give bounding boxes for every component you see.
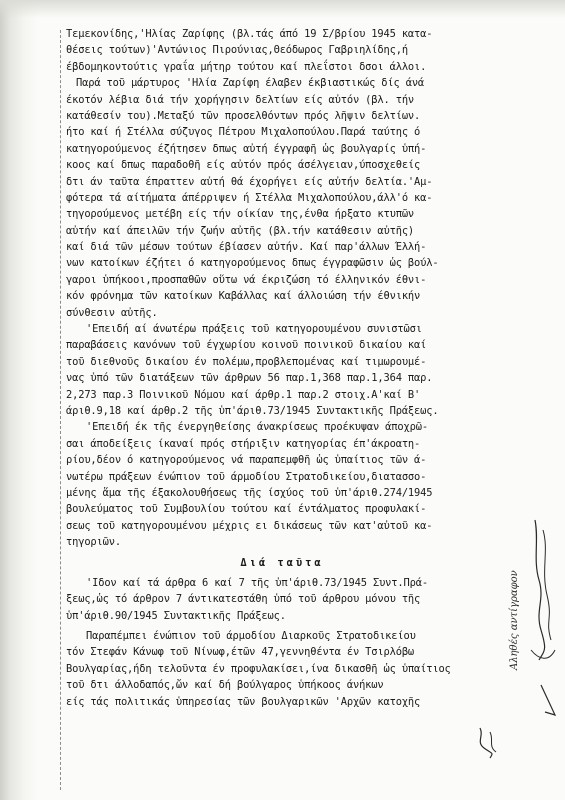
text-line: νωτέρω πράξεων ένώπιον τοῦ άρμοδίου Στρατοδικείου,διατασσο- <box>66 470 427 483</box>
text-line: θέσεις τούτων)'Αντώνιος Πιρούνιας,Θεόδωρος Γαβριηλίδης,ή <box>66 44 408 57</box>
scan-shadow-left <box>0 0 38 800</box>
margin-annotation <box>505 500 561 760</box>
text-line: τοῦ δτι άλλοδαπός,ὤν καί δή βούλγαρος ὑπήκοος άνήκων <box>66 679 384 692</box>
text-line: γαροι ὑπήκοοι,προσπαθῶν οὕτω νά έκριζώση τό έλληνικόν έθνι- <box>66 273 427 286</box>
text-line: ρίου,δέον ό κατηγορούμενος νά παραπεμφθῆ ὡς ὑπαίτιος τῶν ά- <box>66 454 427 467</box>
text-line: 'Ιδον καί τά άρθρα 6 καί 7 τῆς ὑπ'άριθ.73/1945 Συντ.Πρά- <box>86 576 428 589</box>
text-line: νων κατοίκων έζήτει ό κατηγορούμενος δπως έγγραφῶσιν ὡς βούλ- <box>66 257 439 270</box>
text-line: κόν φρόνημα τῶν κατοίκων Καβάλλας καί άλλοιώση τήν έθνικήν <box>66 290 421 303</box>
text-line: ὑπ'άριθ.90/1945 Συντακτικῆς Πράξεως. <box>66 609 286 622</box>
margin-rule <box>60 30 61 790</box>
text-line: τοῦ διεθνοῦς δικαίου έν πολέμω,προβλεπομένας καί τιμωρουμέ- <box>66 355 427 368</box>
text-line: Βουλγαρίας,ήδη τελοῦντα έν προφυλακίσει,ίνα δικασθῆ ὡς ὑπαίτιος <box>66 662 451 675</box>
section-heading: Διά ταῦτα <box>240 556 324 569</box>
signature-icon <box>505 500 561 760</box>
text-line: Τεμεκονίδης,'Ηλίας Ζαρίφης (βλ.τάς άπό 19 Σ/βρίου 1945 κατα- <box>66 28 433 40</box>
handwritten-note: Αληθές αντίγραφον <box>509 570 520 670</box>
text-line: είς τάς πολιτικάς ὑπηρεσίας τῶν βουλγαρικῶν 'Αρχῶν κατοχῆς <box>66 695 421 708</box>
text-line: κατηγορούμενος έζήτησεν δπως αὐτή έγγραφῆ ὡς βουλγαρίς ὑπή- <box>66 142 427 155</box>
typed-text-block <box>66 26 498 710</box>
text-line: ήτο καί ή Στέλλα σύζυγος Πέτρου Μιχαλοπούλου.Παρά ταύτης ό <box>66 126 421 139</box>
text-line: παραβάσεις κανόνων τοῦ έγχωρίου κοινοῦ ποινικοῦ δικαίου καί <box>66 339 427 352</box>
text-line: τόν Στεφάν Κάνωφ τοῦ Νίνωφ,έτῶν 47,γεννηθέντα έν Τσιρλόβω <box>66 646 415 659</box>
text-line: τηγοριῶν. <box>66 536 121 549</box>
text-line: Παραπέμπει ένώπιον τοῦ άρμοδίου Διαρκοῦς Στρατοδικείου <box>86 630 416 643</box>
text-line: έκοτόν λέβια διά τήν χορήγησιν δελτίων είς αὐτόν (βλ. τήν <box>66 93 415 106</box>
text-line: φότερα τά αίτήματα άπέρριψεν ή Στέλλα Μιχαλοπούλου,άλλ'ό κα- <box>66 191 433 204</box>
text-line: άριθ.9,18 καί άρθρ.2 τῆς ὑπ'άριθ.73/1945 Συντακτικῆς Πράξεως. <box>66 404 439 417</box>
text-line: ξεως,ὡς τό άρθρον 7 άντικατεστάθη ὑπό τοῦ άρθρου μόνου τῆς <box>66 593 421 606</box>
text-line: μένης ἅμα τῆς έξακολουθήσεως τῆς ίσχύος τοῦ ὑπ'άριθ.274/1945 <box>66 486 433 499</box>
text-line: αὐτήν καί άπειλῶν τήν ζωήν αὐτῆς (βλ.τήν κατάθεσιν αὐτῆς) <box>66 224 415 237</box>
text-line: δτι άν ταῦτα έπραττεν αὐτή θά έχορήγει είς αὐτήν δελτία.'Αμ- <box>66 175 433 188</box>
text-line: έβδομηκοντούτις γραΐα μήτηρ τούτου καί πλεΐστοι δσοι άλλοι. <box>66 60 427 73</box>
text-line: 'Επειδή αί άνωτέρω πράξεις τοῦ κατηγορουμένου συνιστῶσι <box>86 323 422 336</box>
text-line: σαι άποδείξεις ίκαναί πρός στήριξιν κατηγορίας έπ'άκροατη- <box>66 437 421 450</box>
text-line: καί διά τῶν μέσων τούτων έβίασεν αὐτήν. Καί παρ'άλλων Έλλή- <box>66 241 427 254</box>
text-line: σεως τοῦ κατηγορουμένου μέχρις ει δικάσεως τῶν κατ'αὐτοῦ κα- <box>66 519 433 532</box>
text-line: σύνθεσιν αὐτῆς. <box>66 306 158 319</box>
text-line: 'Επειδή έκ τῆς ένεργηθείσης άνακρίσεως προέκυψαν άποχρῶ- <box>86 421 428 434</box>
text-line: Παρά τοῦ μάρτυρος 'Ηλία Ζαρίφη έλαβεν έκβιαστικώς δίς άνά <box>76 77 425 90</box>
text-line: κατάθεσίν του).Μεταξύ τῶν προσελθόντων πρός λῆψιν δελτίων. <box>66 109 421 122</box>
text-line: 2,273 παρ.3 Ποινικοῦ Νόμου καί άρθρ.1 παρ.2 στοιχ.Α'καί Β' <box>66 388 421 401</box>
scan-shadow-top <box>0 0 565 18</box>
text-line: τηγορούμενος μετέβη είς τήν οίκίαν της,ένθα ήρξατο κτυπῶν <box>66 208 415 221</box>
text-line: νας ὑπό τῶν διατάξεων τῶν άρθρων 56 παρ.1,368 παρ.1,364 παρ. <box>66 372 433 385</box>
handwritten-mark-icon <box>470 722 510 762</box>
text-line: βουλεύματος τοῦ Συμβουλίου τούτου καί έντάλματος προφυλακί- <box>66 503 427 516</box>
text-line: κοος καί δπως παραδοθῆ είς αὐτόν πρός άσέλγειαν,ύποσχεθείς <box>66 159 421 172</box>
